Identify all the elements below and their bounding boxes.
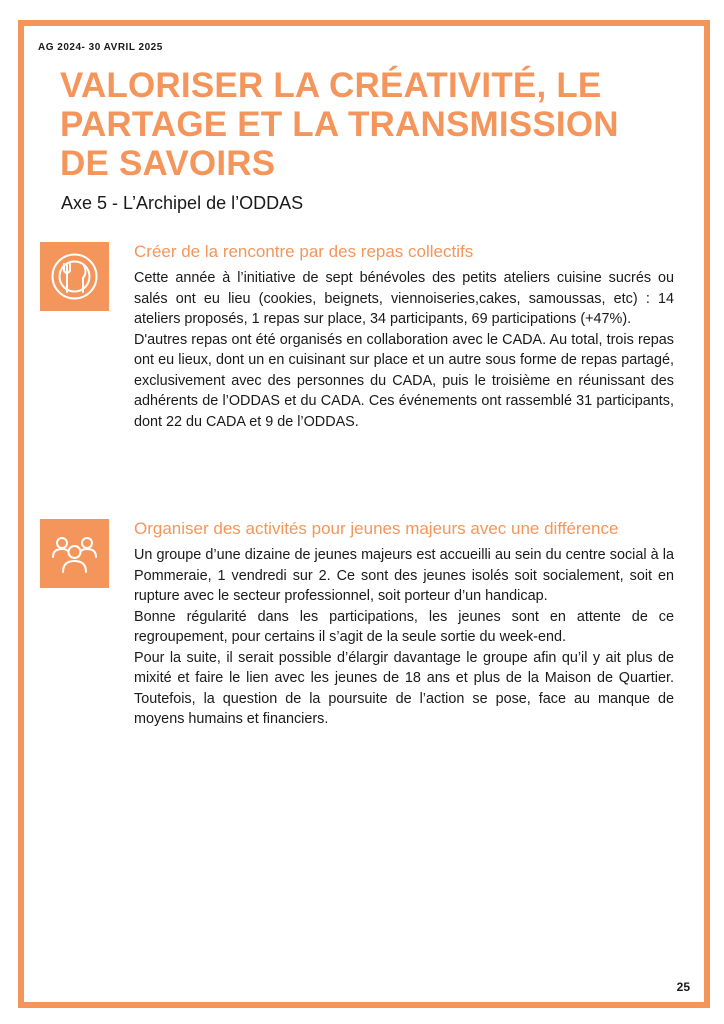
section-paragraph: Cette année à l’initiative de sept bénévoles des petits ateliers cuisine sucrés ou salés ont eu lieu (cookies, beignets, viennoiseries,cakes, samoussas, etc) : 14 ateliers proposés, 1 repas sur place, 34 participants, 69 participations (+47%). (134, 270, 674, 327)
section-repas-collectifs (40, 242, 680, 492)
section-title: Créer de la rencontre par des repas collectifs (134, 242, 474, 261)
page-title: VALORISER LA CRÉATIVITÉ, LE PARTAGE ET LA TRANSMISSION DE SAVOIRS (60, 66, 619, 183)
page-subtitle: Axe 5 - L’Archipel de l’ODDAS (61, 193, 304, 213)
section-body (134, 242, 674, 432)
section-body (134, 519, 674, 730)
section-paragraph: Pour la suite, il serait possible d’élargir davantage le groupe afin qu’il y ait plus de mixité et faire le lien avec les jeunes de 18 ans et plus de la Maison de Quartier. Toutefois, la question de la poursuite de l’action se pose, face au manque de moyens humains et financiers. (134, 649, 674, 727)
section-paragraph: D'autres repas ont été organisés en collaboration avec le CADA. Au total, trois repas ont eu lieux, dont un en cuisinant sur place et un autre sous forme de repas partagé, exclusivement avec des personnes du CADA, puis le troisième en réunissant des adhérents de l’ODDAS et du CADA. Ces événements ont rassemblé 31 participants, dont 22 du CADA et 9 de l’ODDAS. (134, 331, 674, 430)
section-title: Organiser des activités pour jeunes majeurs avec une différence (134, 519, 619, 538)
header-tag: AG 2024- 30 AVRIL 2025 (38, 42, 163, 53)
group-people-icon (40, 519, 109, 588)
section-paragraph: Bonne régularité dans les participations, les jeunes sont en attente de ce regroupement, pour certains il s’agit de la seule sortie du week-end. (134, 608, 674, 645)
plate-cutlery-icon (40, 242, 109, 311)
page-number: 25 (676, 980, 690, 994)
section-jeunes-majeurs (40, 519, 680, 769)
section-paragraph: Un groupe d’une dizaine de jeunes majeurs est accueilli au sein du centre social à la Pommeraie, 1 vendredi sur 2. Ce sont des jeunes isolés soit socialement, soit en rupture avec le secteur professionnel, soit porteur d’un handicap. (134, 547, 674, 604)
